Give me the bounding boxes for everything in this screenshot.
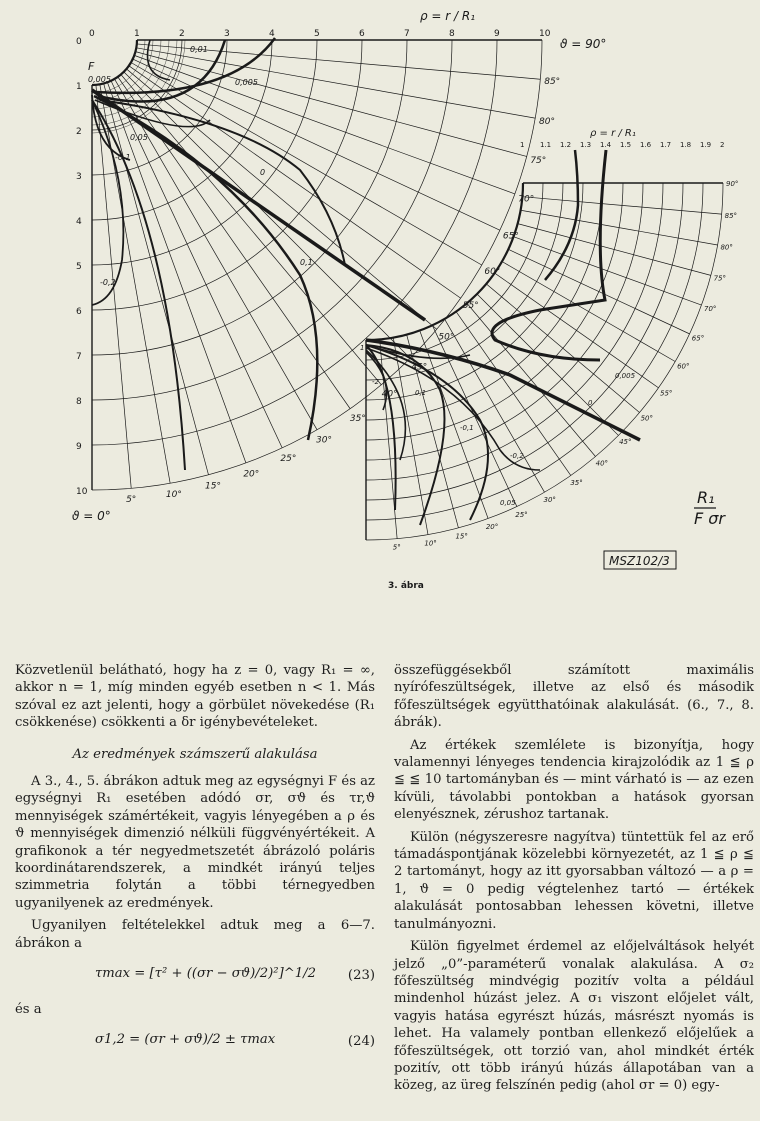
grid-ray xyxy=(121,74,381,384)
section-subheading: Az eredmények számszerű alakulása xyxy=(72,746,318,762)
rho-tick-left: 0 xyxy=(76,37,82,47)
angle-label: 25° xyxy=(280,453,297,464)
theta-zero-label: ϑ = 0° xyxy=(72,509,111,523)
equation-number: (24) xyxy=(347,1034,375,1050)
angle-label: 50° xyxy=(438,332,455,343)
rho-tick-small: 1.8 xyxy=(680,141,692,149)
angle-label-small: 85° xyxy=(724,211,738,220)
angle-label: 40° xyxy=(381,389,398,400)
rho-tick-top: 8 xyxy=(449,29,455,39)
rho-tick-top: 3 xyxy=(224,29,230,39)
angle-label: 55° xyxy=(462,300,479,311)
figure-caption: 3. ábra xyxy=(388,581,424,591)
big-contours xyxy=(92,38,428,470)
grid-ray xyxy=(514,237,702,305)
grid-ray xyxy=(107,82,246,463)
contour-label: 0,005 xyxy=(235,78,258,87)
angle-label: 45° xyxy=(411,362,428,373)
contour-label: 0,1 xyxy=(300,258,313,267)
rho-label-small: ρ = r / R₁ xyxy=(590,128,636,139)
angle-label-small: 35° xyxy=(570,478,583,487)
contour-label-small: 0,005 xyxy=(615,372,636,380)
angle-label-small: 80° xyxy=(720,243,733,252)
contour-label-small: 1 xyxy=(360,344,365,352)
angle-label: 80° xyxy=(539,116,555,127)
angle-label-small: 45° xyxy=(619,438,632,447)
paragraph: összefüggésekből számított maximális nyírófeszültségek, illetve az első és második főfeszültségek együtthatóinak alakulását. (6., 7., 8. ábrák). xyxy=(394,663,754,731)
rho-tick-top: 7 xyxy=(404,29,410,39)
rho-tick-top: 4 xyxy=(269,29,275,39)
rho-tick-left: 4 xyxy=(76,217,82,227)
grid-ray xyxy=(486,284,639,413)
rho-tick-small: 1.9 xyxy=(700,141,712,149)
paragraph: Az értékek szemlélete is bizonyítja, hogy valamennyi lényeges tendencia kirajzolódik az 1 ≦ ρ ≦ ≦ 10 tartományban és — mint várható is — az ezen kívüli, távolabbi pontokban a hatások gyorsan elenyésznek, zérushoz tartanak. xyxy=(394,737,754,823)
paragraph: Ugyanilyen feltételekkel adtuk meg a 6—7. ábrákon a xyxy=(15,918,375,951)
paragraph: Közvetlenül belátható, hogy ha z = 0, vagy R₁ = ∞, akkor n = 1, míg minden egyéb esetben n < 1. Más szóval ez azt jelenti, hogy a görbület növekedése (R₁ csökkenése) csökkenti a δr igénybevételeket. xyxy=(15,663,375,731)
angle-label-small: 50° xyxy=(640,414,654,423)
rho-tick-small: 1.7 xyxy=(660,141,672,149)
angle-label-small: 65° xyxy=(691,334,705,343)
contour-label: 0,05 xyxy=(130,133,148,142)
grid-ray xyxy=(445,319,545,492)
contour-label-small: 0 xyxy=(588,399,593,407)
contour-label-small: 0,1 xyxy=(415,389,427,397)
grid-ray xyxy=(135,52,526,157)
angle-label-small: 25° xyxy=(515,510,528,519)
text-column-right xyxy=(394,662,754,1100)
equation-number: (23) xyxy=(347,968,375,984)
angle-label: 70° xyxy=(518,194,535,205)
contour-label-small: -2 xyxy=(372,378,379,386)
paragraph: Külön figyelmet érdemel az előjelváltások helyét jelző „0”-paraméterű vonalak alakulása. A σ₂ főfeszültség mindvégig pozitív volta a például mindenhol húzást jelez. A σ₁ viszont előjelet vált, vagyis hatása egyrészt húzás, másrészt nyomás is lehet. Ha valamely pontban ellenkező előjelűek a főfeszültségek, ott torzió van, ahol mindkét érték pozitív, ott több irányú húzás állapotában van a közeg, az üreg felszínén pedig (ahol σr = 0) egy- xyxy=(394,939,754,1094)
unit-label-bottom: F σr xyxy=(694,509,726,528)
angle-label: 10° xyxy=(165,490,182,501)
angle-label: 85° xyxy=(544,77,561,88)
angle-label-small: 60° xyxy=(677,362,690,371)
rho-tick-small: 1.5 xyxy=(620,141,632,149)
rho-tick-top: 5 xyxy=(314,29,320,39)
angle-label: 65° xyxy=(502,231,519,242)
equation-expression: τmax = [τ² + ((σr − σϑ)/2)²]^1/2 xyxy=(95,966,316,982)
rho-tick-top: 2 xyxy=(179,29,185,39)
contour-label-small: -0,2 xyxy=(510,452,524,460)
contour-label-small: -0,1 xyxy=(460,424,474,432)
angle-label: 75° xyxy=(530,156,547,167)
rho-tick-small: 1 xyxy=(520,141,525,149)
contour-label: 0,01 xyxy=(190,45,208,54)
rho-tick-small: 1.3 xyxy=(580,141,592,149)
grid-ray xyxy=(456,312,571,476)
angle-label-small: 5° xyxy=(392,543,401,552)
angle-label: 5° xyxy=(126,495,137,506)
angle-label-small: 15° xyxy=(455,532,468,541)
rho-tick-small: 1.1 xyxy=(540,141,552,149)
rho-tick-left: 5 xyxy=(76,262,82,272)
grid-ray xyxy=(134,55,515,194)
contour-label: 0 xyxy=(260,168,266,177)
angle-label: 15° xyxy=(205,481,222,492)
grid-ray xyxy=(126,69,436,329)
angle-label-small: 70° xyxy=(703,304,717,313)
grid-ray xyxy=(521,210,718,245)
angle-label: 35° xyxy=(349,413,366,424)
grid-ray xyxy=(133,59,500,230)
theta-ninety-label: ϑ = 90° xyxy=(560,37,607,51)
rho-tick-top: 9 xyxy=(494,29,500,39)
grid-ray xyxy=(477,294,618,435)
angle-label-small: 10° xyxy=(424,539,437,548)
contour-label: -0,2 xyxy=(100,278,116,287)
rho-tick-left: 8 xyxy=(76,397,82,407)
rho-tick-top: 0 xyxy=(89,29,95,39)
rho-tick-top: 10 xyxy=(539,29,551,39)
rho-tick-small: 1.6 xyxy=(640,141,652,149)
equation-expression: σ1,2 = (σr + σϑ)/2 ± τmax xyxy=(95,1032,276,1048)
rho-tick-left: 3 xyxy=(76,172,82,182)
grid-ray xyxy=(129,66,461,298)
rho-tick-left: 7 xyxy=(76,352,82,362)
angle-label-small: 55° xyxy=(659,389,673,398)
grid-ray xyxy=(495,273,659,388)
contour-label: 0,005 xyxy=(88,75,111,84)
angle-label-small: 40° xyxy=(595,459,609,468)
angle-label: 20° xyxy=(243,469,260,480)
small-chart-labels xyxy=(360,141,738,552)
rho-label: ρ = r / R₁ xyxy=(420,9,476,23)
grid-ray xyxy=(136,48,535,118)
angle-label-small: 30° xyxy=(543,496,556,505)
rho-tick-left: 9 xyxy=(76,442,82,452)
angle-label-small: 75° xyxy=(713,274,726,283)
rho-tick-left: 2 xyxy=(76,127,82,137)
paragraph: Külön (négyszeresre nagyítva) tüntettük fel az erő támadáspontjának közelebbi környezetét, az 1 ≦ ρ ≦ 2 tartományt, hogy az itt gyorsabban változó — a ρ = 1, ϑ = 0 pedig végtelenhez tartó — értékek alakulását pontosabban lehessen követni, illetve tanulmányozni. xyxy=(394,829,754,932)
grid-ray xyxy=(104,83,209,474)
rho-tick-small: 1.4 xyxy=(600,141,612,149)
angle-label: 30° xyxy=(316,435,332,446)
equation-23 xyxy=(15,957,375,997)
rho-tick-left: 10 xyxy=(76,487,88,497)
contour-curve xyxy=(94,96,317,440)
f-label: F xyxy=(88,60,95,73)
text-column-left xyxy=(15,662,375,1067)
grid-ray xyxy=(522,197,721,214)
contour-curve xyxy=(92,90,425,320)
paragraph: A 3., 4., 5. ábrákon adtuk meg az egységnyi F és az egységnyi R₁ esetében adódó σr, σϑ és τr,ϑ mennyiségek számértékeit, vagyis lényegében a ρ és ϑ mennyiségek dimenzió nélküli függvényértékeit. A grafikonok a tér negyedmetszetét ábrázoló poláris koordinátarendszerek, a mindkét irányú teljes szimmetria folytán a többi térnegyedben ugyanilyenek az eredmények. xyxy=(15,774,375,911)
angle-label: 60° xyxy=(484,267,501,277)
rho-tick-small: 1.2 xyxy=(560,141,572,149)
angle-label-small: 90° xyxy=(726,180,739,188)
stamp-label: MSZ102/3 xyxy=(609,554,670,568)
rho-tick-small: 2 xyxy=(720,141,725,149)
grid-ray xyxy=(518,224,711,276)
angle-label-small: 20° xyxy=(485,522,499,531)
unit-label-top: R₁ xyxy=(697,488,715,507)
rho-tick-left: 6 xyxy=(76,307,82,317)
big-polar-grid xyxy=(92,40,542,490)
grid-ray xyxy=(508,249,689,334)
equation-24 xyxy=(15,1023,375,1063)
rho-tick-top: 1 xyxy=(134,29,140,39)
contour-label: -0,1 xyxy=(115,153,131,162)
rho-tick-top: 6 xyxy=(359,29,365,39)
es-a-label: és a xyxy=(15,1002,42,1018)
rho-tick-left: 1 xyxy=(76,82,82,92)
contour-label-small: 0,05 xyxy=(500,499,516,507)
contour-curve xyxy=(545,150,578,280)
